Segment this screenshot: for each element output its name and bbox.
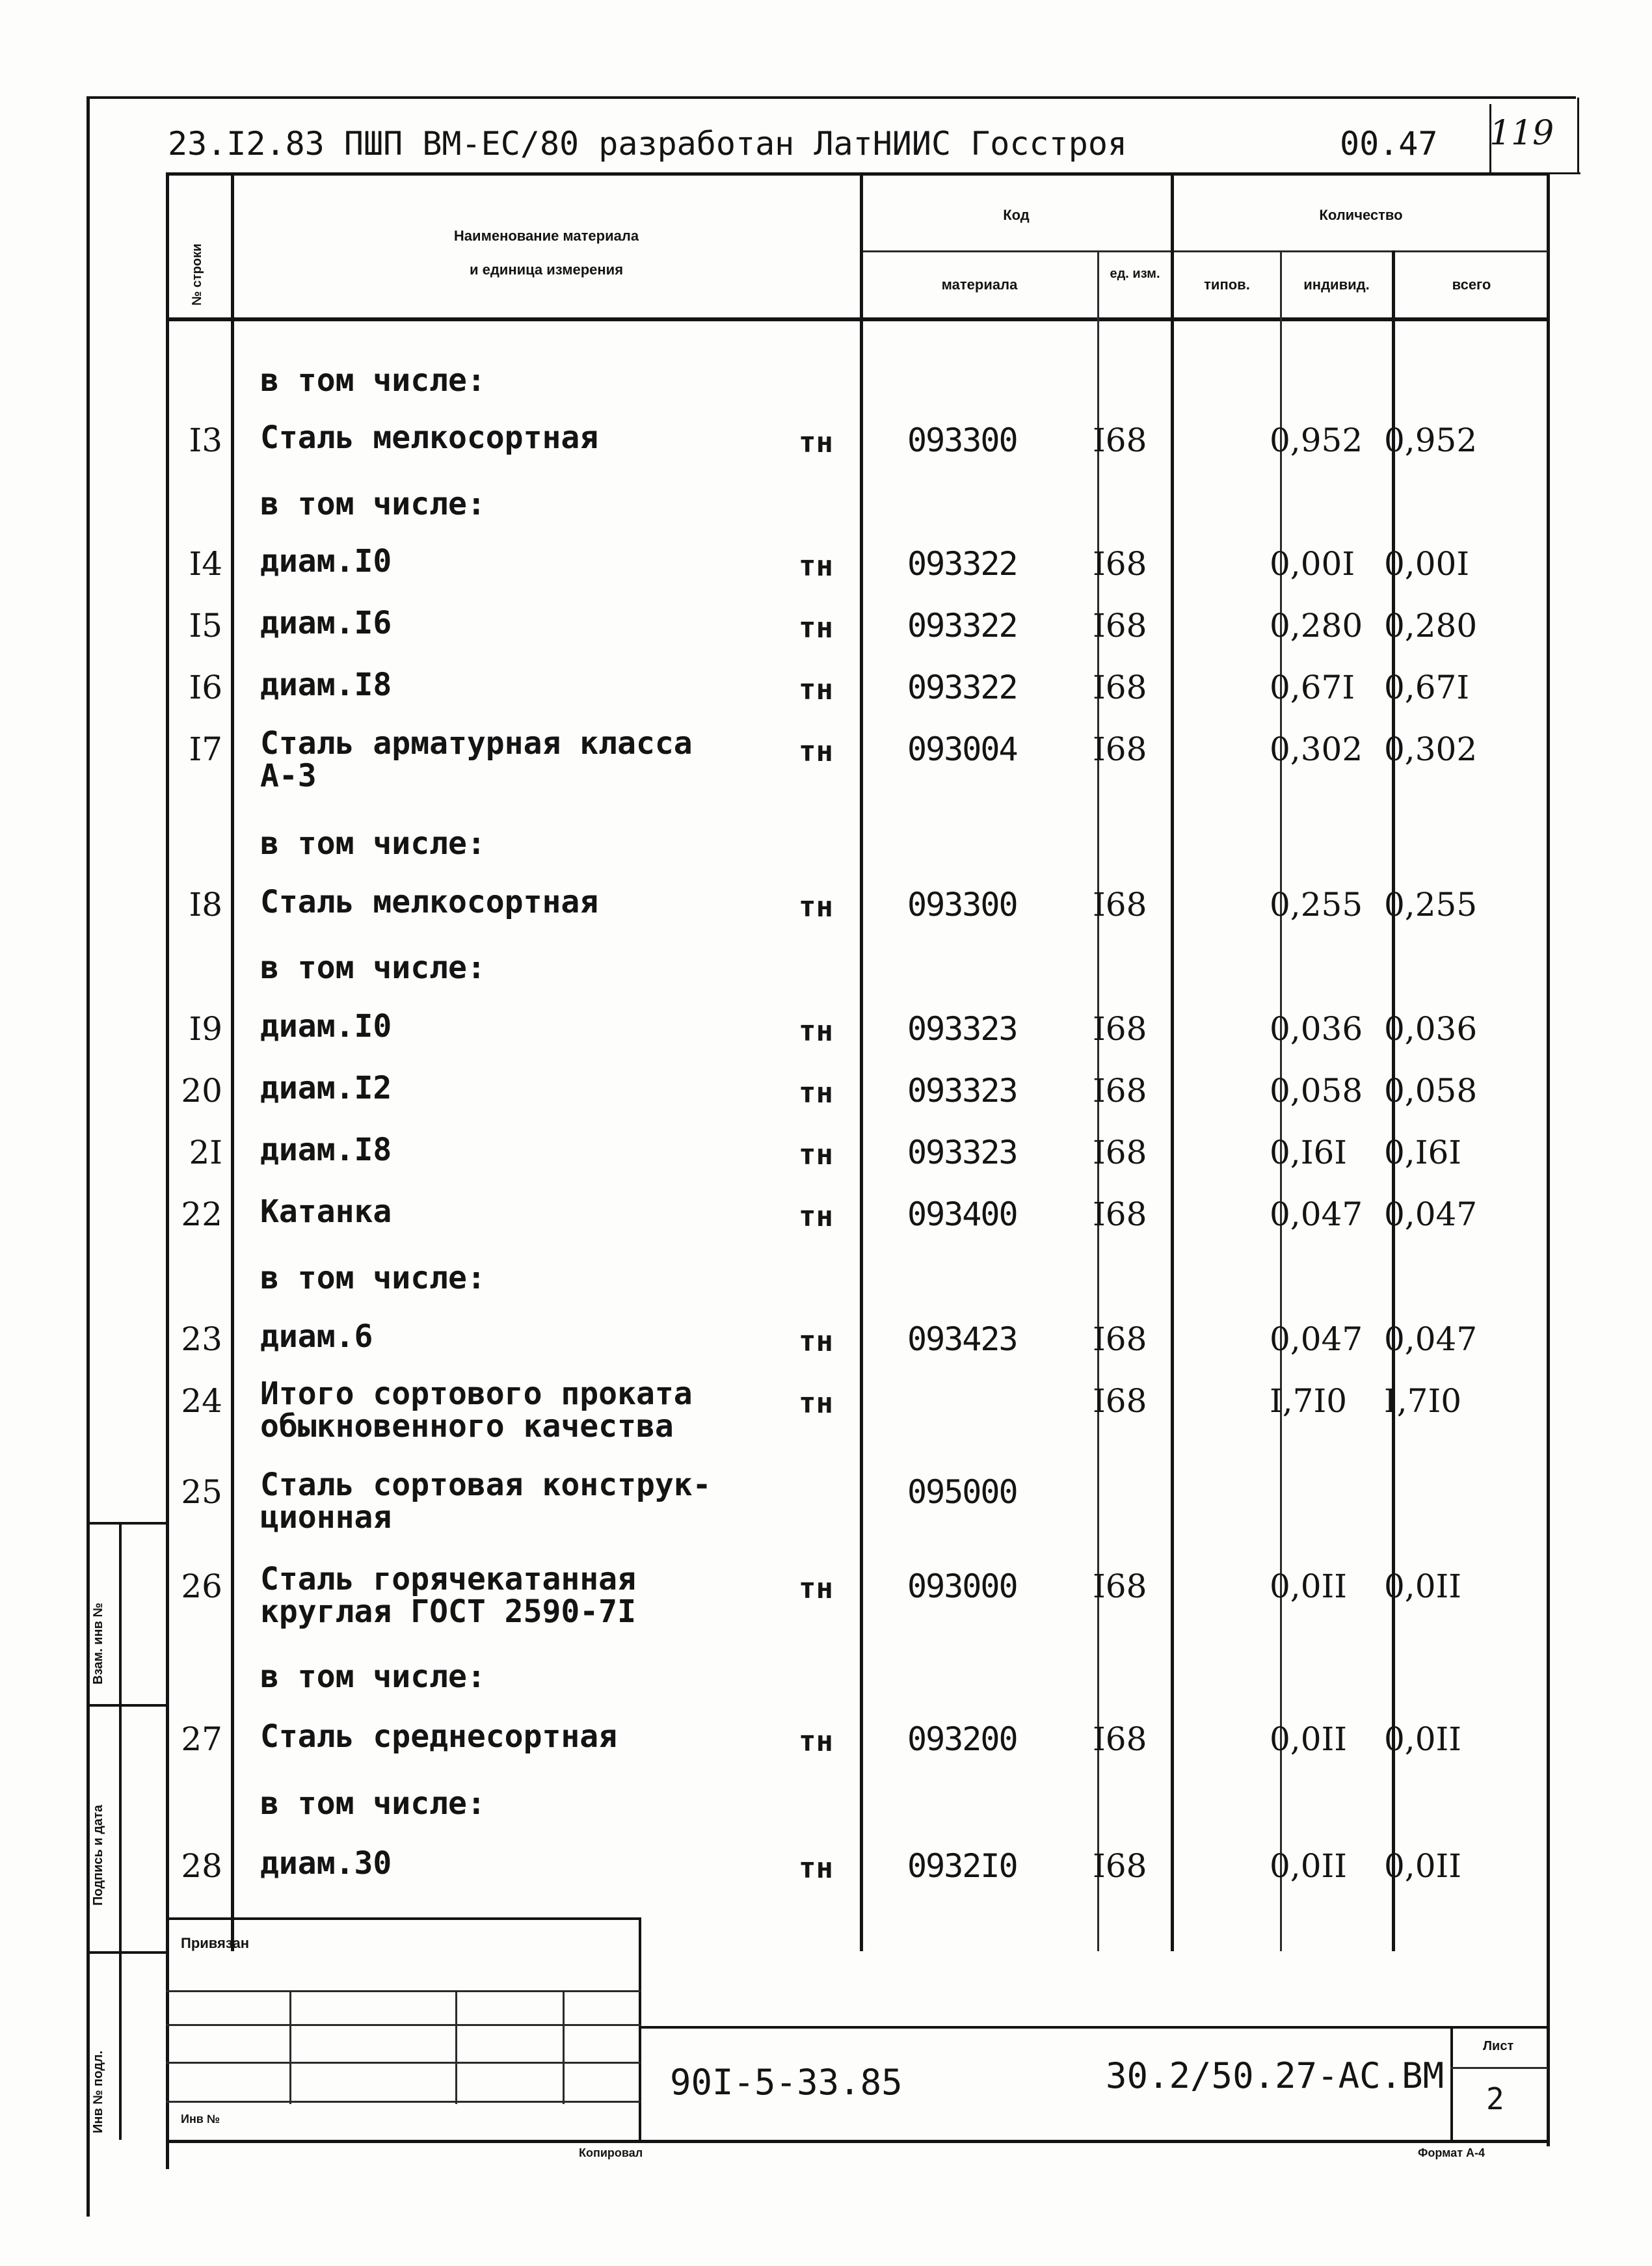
col-head-code: Код (1003, 207, 1030, 223)
row-unit-code: I68 (1093, 1195, 1147, 1233)
row-number: I6 (189, 669, 222, 706)
row-total: 0,047 (1384, 1195, 1478, 1233)
row-unit-code: I68 (1093, 1134, 1147, 1171)
col-head-quantity: Количество (1319, 207, 1403, 223)
row-unit-code: I68 (1093, 886, 1147, 924)
row-total: 0,0II (1384, 1720, 1462, 1758)
stamp-grid-3 (166, 2062, 641, 2064)
col-head-row-no: № строки (190, 243, 204, 306)
row-unit: тн (799, 1325, 833, 1358)
row-unit: тн (799, 1015, 833, 1048)
row-material-code: 0932I0 (907, 1847, 1017, 1885)
row-number: I3 (189, 421, 222, 459)
row-name: Сталь арматурная класса А-3 (260, 725, 693, 794)
row-name: Катанка (260, 1193, 392, 1230)
row-unit-code: I68 (1093, 730, 1147, 768)
row-material-code: 093400 (907, 1195, 1017, 1233)
frame-bottom (166, 2140, 1550, 2143)
stamp-inv-no-label: Инв № (181, 2113, 220, 2126)
row-name: Сталь горячекатанная круглая ГОСТ 2590-7I (260, 1561, 636, 1630)
header-line: 23.I2.83 ПШП ВМ-ЕС/80 разработан ЛатНИИС Госстроя (168, 125, 1128, 163)
row-unit-code: I68 (1093, 1382, 1147, 1420)
row-unit: тн (799, 1076, 833, 1110)
row-number: 22 (181, 1195, 222, 1233)
row-name: диам.6 (260, 1318, 373, 1355)
row-material-code: 093004 (907, 730, 1017, 768)
row-number: 28 (181, 1847, 222, 1885)
row-name: диам.I8 (260, 667, 392, 703)
row-material-code: 093000 (907, 1567, 1017, 1605)
margin-label-vzam: Взам. инв № (91, 1603, 105, 1685)
footer-copied: Копировал (579, 2146, 643, 2159)
row-name: Итого сортового проката обыкновенного качества (260, 1376, 693, 1445)
row-number: 24 (181, 1382, 222, 1420)
row-individual: 0,302 (1270, 730, 1363, 768)
row-material-code: 093300 (907, 421, 1017, 459)
row-name: в том числе: (260, 1659, 486, 1695)
frame-right (1547, 172, 1550, 2146)
row-name: диам.I8 (260, 1132, 392, 1168)
table-header-mid (862, 250, 1548, 252)
row-name: диам.I6 (260, 605, 392, 641)
row-material-code: 093322 (907, 669, 1017, 706)
row-total: 0,058 (1384, 1072, 1478, 1110)
row-total: 0,0II (1384, 1847, 1462, 1885)
stamp-grid-v2 (455, 1990, 457, 2104)
frame-left-outer (87, 96, 90, 2217)
col-head-individual: индивид. (1303, 276, 1370, 293)
row-material-code: 093323 (907, 1134, 1017, 1171)
row-total: I,7I0 (1384, 1382, 1462, 1420)
row-total: 0,280 (1384, 607, 1478, 645)
row-total: 0,047 (1384, 1320, 1478, 1358)
stamp-sheet-code: 30.2/50.27-АС.ВМ (1106, 2055, 1445, 2096)
stamp-sheet-number: 2 (1486, 2081, 1504, 2116)
row-number: I8 (189, 886, 222, 924)
row-unit-code: I68 (1093, 1072, 1147, 1110)
margin-label-inv-podl: Инв № подл. (91, 2050, 105, 2133)
row-number: 27 (181, 1720, 222, 1758)
table-header-bottom (166, 317, 1550, 321)
row-total: 0,036 (1384, 1010, 1478, 1048)
col-sep-name (860, 172, 863, 1951)
stamp-grid-4 (166, 2101, 641, 2103)
row-unit: тн (799, 1200, 833, 1233)
row-name: Сталь сортовая конструк- ционная (260, 1467, 712, 1536)
row-total: 0,I6I (1384, 1134, 1462, 1171)
row-number: 20 (181, 1072, 222, 1110)
margin-box-inner-line (119, 1522, 122, 2140)
stamp-sheet-label: Лист (1483, 2039, 1514, 2053)
row-unit-code: I68 (1093, 545, 1147, 583)
row-unit: тн (799, 550, 833, 583)
row-number: I4 (189, 545, 222, 583)
row-name: диам.30 (260, 1845, 392, 1882)
row-material-code: 093322 (907, 607, 1017, 645)
row-name: в том числе: (260, 1785, 486, 1822)
row-unit: тн (799, 1387, 833, 1420)
row-individual: 0,67I (1270, 669, 1355, 706)
row-name: диам.I2 (260, 1070, 392, 1106)
row-name: в том числе: (260, 1260, 486, 1296)
row-unit: тн (799, 1138, 833, 1171)
row-unit-code: I68 (1093, 1847, 1147, 1885)
row-number: I9 (189, 1010, 222, 1048)
row-individual: I,7I0 (1270, 1382, 1348, 1420)
col-sep-ucode (1171, 172, 1174, 1951)
row-material-code: 093323 (907, 1072, 1017, 1110)
table-header-top (166, 172, 1550, 176)
row-individual: 0,0II (1270, 1847, 1348, 1885)
stamp-sheet-box-mid (1450, 2067, 1548, 2069)
row-unit: тн (799, 1725, 833, 1758)
stamp-grid-v1 (289, 1990, 291, 2104)
stamp-sheet-box-left (1450, 2026, 1453, 2143)
row-individual: 0,I6I (1270, 1134, 1348, 1171)
row-unit: тн (799, 735, 833, 768)
frame-top (87, 96, 1576, 99)
row-total: 0,952 (1384, 421, 1478, 459)
col-head-unit: ед. изм. (1110, 267, 1160, 281)
row-name: диам.I0 (260, 543, 392, 580)
stamp-code-top (639, 2026, 1549, 2029)
row-total: 0,0II (1384, 1567, 1462, 1605)
margin-box-top (87, 1522, 168, 1525)
row-unit-code: I68 (1093, 1720, 1147, 1758)
row-total: 0,302 (1384, 730, 1478, 768)
corner-box-right (1577, 98, 1579, 172)
row-unit-code: I68 (1093, 421, 1147, 459)
stamp-grid-2 (166, 2024, 641, 2026)
row-individual: 0,255 (1270, 886, 1363, 924)
row-unit: тн (799, 1572, 833, 1605)
row-unit: тн (799, 890, 833, 924)
row-material-code: 093322 (907, 545, 1017, 583)
row-name: Сталь среднесортная (260, 1718, 618, 1755)
col-head-name-2: и единица измерения (469, 261, 624, 278)
row-material-code: 095000 (907, 1473, 1017, 1511)
row-individual: 0,280 (1270, 607, 1363, 645)
row-name: диам.I0 (260, 1008, 392, 1045)
row-unit: тн (799, 1852, 833, 1885)
row-unit: тн (799, 426, 833, 459)
header-code: 00.47 (1340, 125, 1438, 163)
stamp-top (166, 1917, 641, 1920)
stamp-linked-label: Привязан (181, 1935, 250, 1951)
handwritten-number: 119 (1489, 114, 1554, 153)
row-individual: 0,00I (1270, 545, 1355, 583)
row-individual: 0,058 (1270, 1072, 1363, 1110)
row-material-code: 093200 (907, 1720, 1017, 1758)
row-number: I7 (189, 730, 222, 768)
row-name: в том числе: (260, 362, 486, 399)
stamp-linked-right (639, 1917, 641, 2140)
col-sep-rowno (231, 172, 234, 1951)
row-individual: 0,047 (1270, 1195, 1363, 1233)
margin-box-sep-1 (87, 1704, 168, 1707)
footer-format: Формат А-4 (1418, 2146, 1485, 2159)
margin-label-podpis: Подпись и дата (91, 1805, 105, 1906)
row-unit: тн (799, 611, 833, 645)
row-unit-code: I68 (1093, 1567, 1147, 1605)
row-number: I5 (189, 607, 222, 645)
stamp-grid-1 (166, 1990, 641, 1992)
row-unit-code: I68 (1093, 1320, 1147, 1358)
row-name: в том числе: (260, 486, 486, 522)
row-total: 0,255 (1384, 886, 1478, 924)
row-material-code: 093300 (907, 886, 1017, 924)
row-individual: 0,952 (1270, 421, 1363, 459)
row-unit-code: I68 (1093, 669, 1147, 706)
row-individual: 0,047 (1270, 1320, 1363, 1358)
row-number: 25 (181, 1473, 222, 1511)
stamp-doc-code: 90I-5-33.85 (670, 2062, 903, 2103)
row-individual: 0,036 (1270, 1010, 1363, 1048)
row-material-code: 093323 (907, 1010, 1017, 1048)
row-unit-code: I68 (1093, 1010, 1147, 1048)
row-name: в том числе: (260, 825, 486, 862)
row-individual: 0,0II (1270, 1720, 1348, 1758)
row-unit-code: I68 (1093, 607, 1147, 645)
stamp-grid-v3 (563, 1990, 565, 2104)
col-head-name-1: Наименование материала (453, 228, 639, 244)
col-head-typical: типов. (1204, 276, 1250, 293)
row-number: 23 (181, 1320, 222, 1358)
row-unit: тн (799, 673, 833, 706)
row-total: 0,00I (1384, 545, 1470, 583)
row-individual: 0,0II (1270, 1567, 1348, 1605)
row-number: 2I (189, 1134, 222, 1171)
row-name: Сталь мелкосортная (260, 884, 599, 920)
col-head-total: всего (1452, 276, 1491, 293)
row-name: в том числе: (260, 950, 486, 986)
row-material-code: 093423 (907, 1320, 1017, 1358)
row-name: Сталь мелкосортная (260, 420, 599, 456)
col-head-material: материала (941, 276, 1018, 293)
row-total: 0,67I (1384, 669, 1470, 706)
margin-box-sep-2 (87, 1951, 168, 1954)
row-number: 26 (181, 1567, 222, 1605)
